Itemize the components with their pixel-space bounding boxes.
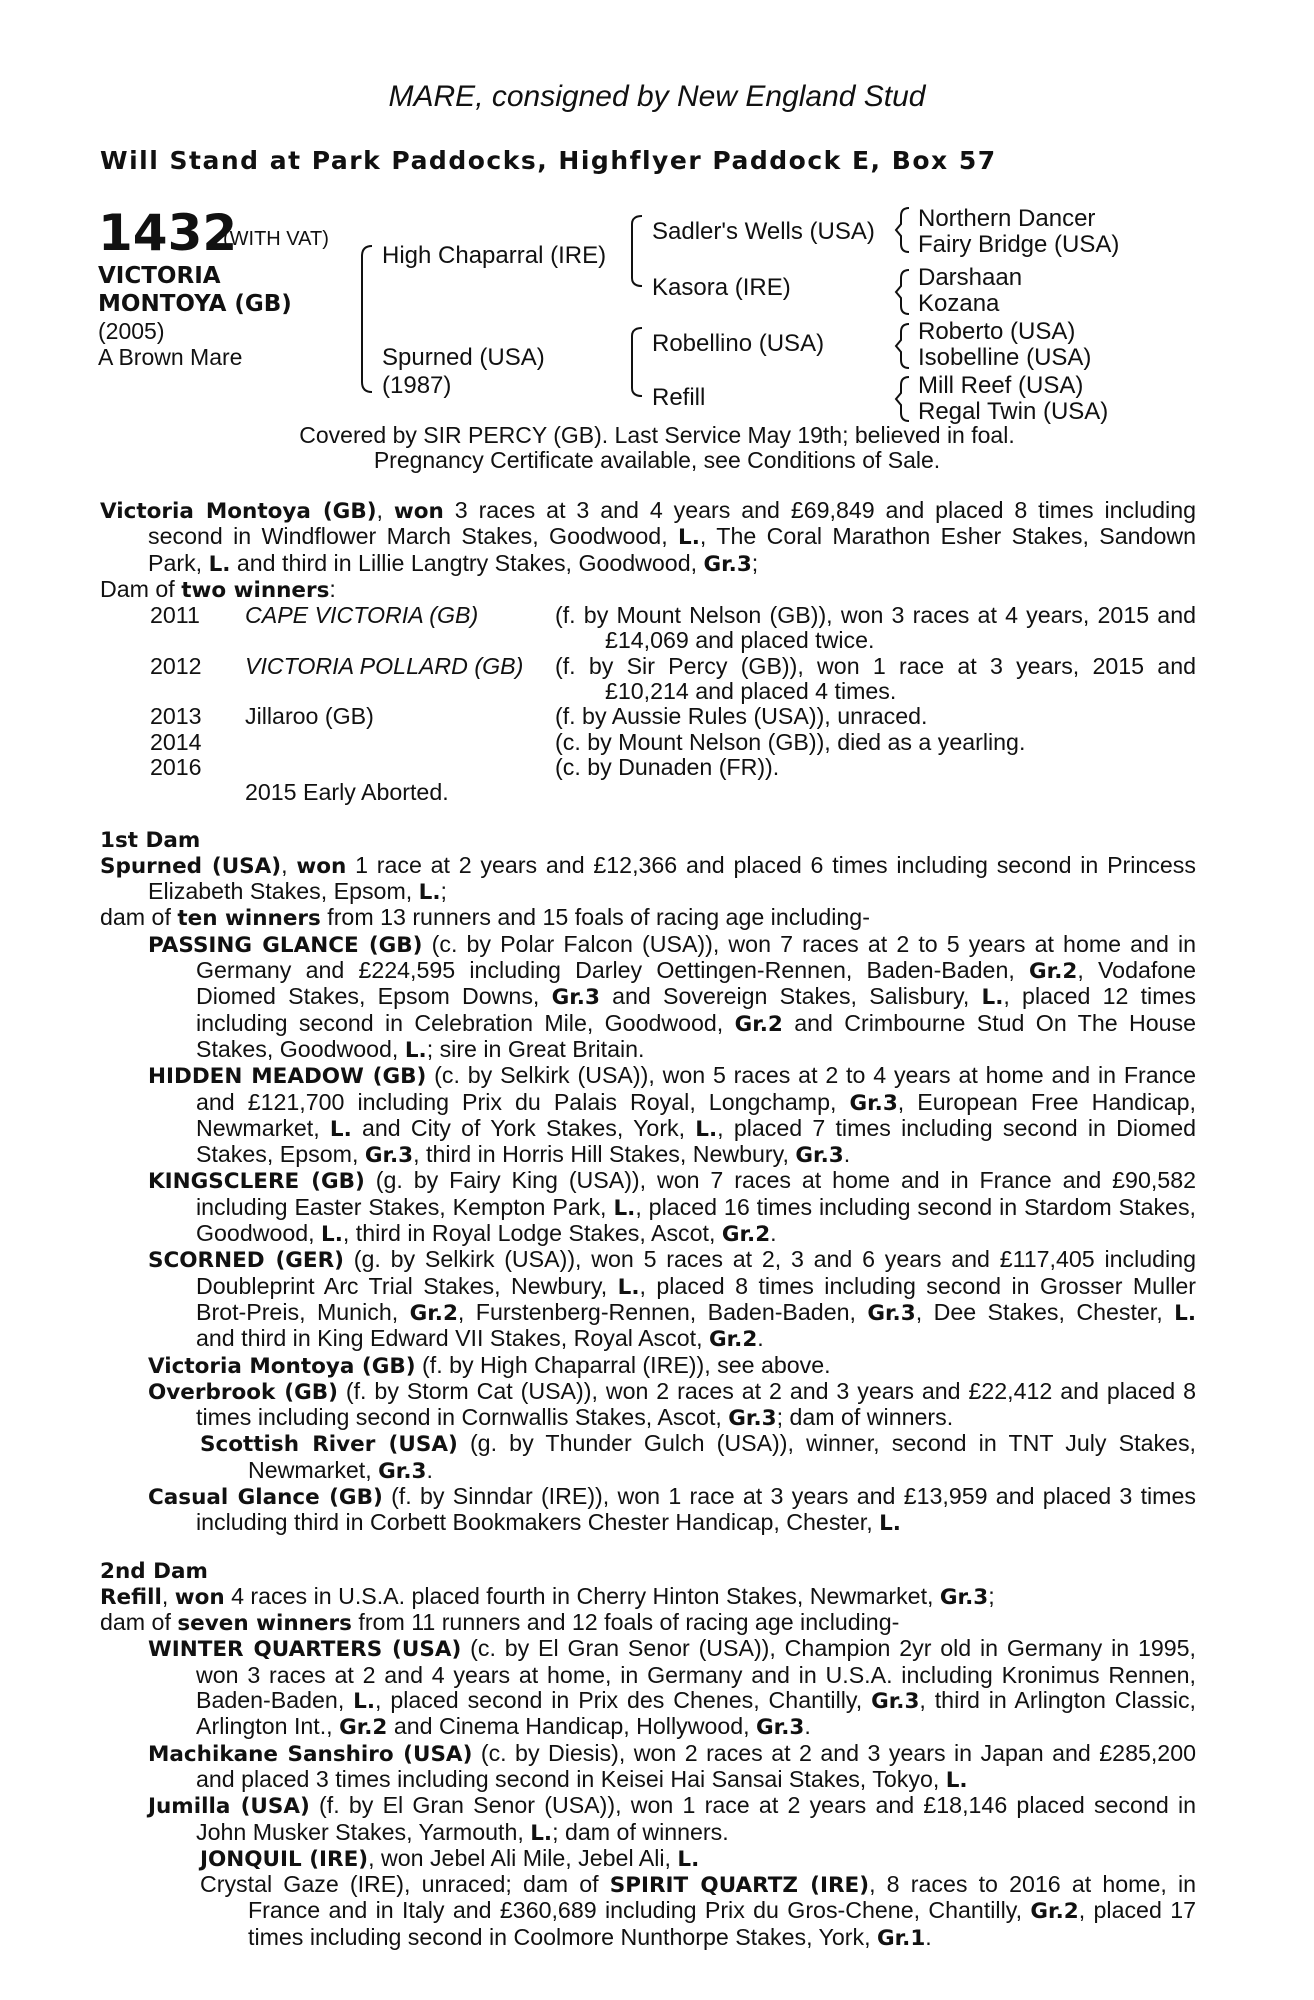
progeny-entry: Jumilla (USA) (f. by El Gran Senor (USA)), won 1 race at 2 years and £18,146 placed second in John Musker Stakes, Yarmouth, L.; dam of winners. (148, 1792, 1196, 1846)
pedigree-sire-dam: Kasora (IRE) (652, 274, 791, 301)
progeny-entry: JONQUIL (IRE), won Jebel Ali Mile, Jebel Ali, L. (200, 1844, 700, 1872)
pedigree-dam: Spurned (USA) (382, 344, 545, 371)
dam-of-line: Dam of two winners: (100, 575, 336, 603)
pedigree-dam-year: (1987) (382, 372, 452, 399)
pedigree-bracket-dd (895, 375, 915, 423)
progeny-entry: SCORNED (GER) (g. by Selkirk (USA)), won 5 races at 2, 3 and 6 years and £117,405 including Doubleprint Arc Trial Stakes, Newbury, L., placed 8 times including second in Grosser Muller Brot-Preis, Munich, Gr.2, Furstenberg-Rennen, Baden-Baden, Gr.3, Dee Stakes, Chester, L. and third in King Edward VII Stakes, Royal Ascot, Gr.2. (148, 1246, 1197, 1353)
progeny-entry: WINTER QUARTERS (USA) (c. by El Gran Senor (USA)), Champion 2yr old in Germany in 1995, won 3 races at 2 and 4 years at home, in Germany and in U.S.A. including Kronimus Rennen, Baden-Baden, L., placed second in Prix des Chenes, Chantilly, Gr.3, third in Arlington Classic, Arlington Int., Gr.2 and Cinema Handicap, Hollywood, Gr.3. (148, 1635, 1196, 1741)
foal-row: 2013 Jillaroo (GB) (f. by Aussie Rules (USA)), unraced. (150, 703, 928, 730)
pedigree-bracket-sire (628, 214, 648, 288)
progeny-entry: Victoria Montoya (GB) (f. by High Chaparral (IRE)), see above. (148, 1351, 831, 1379)
pedigree-bracket-gen1 (358, 244, 378, 394)
pedigree-bracket-sd (895, 268, 915, 316)
first-dam-heading: 1st Dam (100, 827, 201, 853)
horse-name (98, 262, 292, 318)
aborted-note: 2015 Early Aborted. (245, 779, 449, 806)
foal-row: 2014 (c. by Mount Nelson (GB)), died as a yearling. (150, 728, 1026, 755)
pedigree-bracket-ss (895, 206, 915, 254)
progeny-entry: Machikane Sanshiro (USA) (c. by Diesis), won 2 races at 2 and 3 years in Japan and £285,200 and placed 3 times including second in Keisei Hai Sansai Stakes, Tokyo, L. (148, 1739, 1196, 1793)
pedigree-bracket-dam (628, 326, 648, 398)
vat-note: (WITH VAT) (223, 228, 329, 250)
first-dam-produce: dam of ten winners from 13 runners and 15 foals of racing age including- (100, 904, 870, 932)
pedigree-sire: High Chaparral (IRE) (382, 242, 607, 269)
foal-row: 2012 VICTORIA POLLARD (GB) (f. by Sir Percy (GB)), won 1 race at 3 years, 2015 and £10,214 and placed 4 times. (150, 652, 1196, 705)
covered-by: Covered by SIR PERCY (GB). Last Service May 19th; believed in foal. (299, 422, 1015, 448)
second-dam-produce: dam of seven winners from 11 runners and 12 foals of racing age including- (100, 1609, 900, 1637)
progeny-entry: KINGSCLERE (GB) (g. by Fairy King (USA)), won 7 races at home and in France and £90,582 including Easter Stakes, Kempton Park, L., placed 16 times including second in Stardom Stakes, Goodwood, L., third in Royal Lodge Stakes, Ascot, Gr.2. (148, 1167, 1196, 1248)
second-dam-heading: 2nd Dam (100, 1558, 208, 1584)
first-dam-record: Spurned (USA), won 1 race at 2 years and £12,366 and placed 6 times including second in Princess Elizabeth Stakes, Epsom, L.; (100, 851, 1196, 906)
pedigree-dam-dam: Refill (652, 384, 706, 411)
pedigree-sire-sire: Sadler's Wells (USA) (652, 218, 875, 245)
pedigree-ddd: Regal Twin (USA) (918, 398, 1109, 425)
pedigree-ssd: Fairy Bridge (USA) (918, 231, 1120, 258)
progeny-entry: HIDDEN MEADOW (GB) (c. by Selkirk (USA)), won 5 races at 2 to 4 years at home and in France and £121,700 including Prix du Palais Royal, Longchamp, Gr.3, European Free Handicap, Newmarket, L. and City of York Stakes, York, L., placed 7 times including second in Diomed Stakes, Epsom, Gr.3, third in Horris Hill Stakes, Newbury, Gr.3. (148, 1062, 1196, 1169)
pedigree-dsd: Isobelline (USA) (918, 344, 1092, 371)
pregnancy-note: Pregnancy Certificate available, see Conditions of Sale. (373, 447, 941, 473)
horse-name-line2: MONTOYA (GB) (98, 291, 292, 317)
second-dam-record: Refill, won 4 races in U.S.A. placed fourth in Cherry Hinton Stakes, Newmarket, Gr.3; (100, 1582, 995, 1610)
progeny-entry: PASSING GLANCE (GB) (c. by Polar Falcon (USA)), won 7 races at 2 to 5 years at home and in Germany and £224,595 including Darley Oettingen-Rennen, Baden-Baden, Gr.2, Vodafone Diomed Stakes, Epsom Downs, Gr.3 and Sovereign Stakes, Salisbury, L., placed 12 times including second in Celebration Mile, Goodwood, Gr.2 and Crimbourne Stud On The House Stakes, Goodwood, L.; sire in Great Britain. (148, 930, 1197, 1063)
horse-name-line1: VICTORIA (98, 263, 221, 289)
stand-location: Will Stand at Park Paddocks, Highflyer Paddock E, Box 57 (100, 146, 997, 175)
progeny-entry: Crystal Gaze (IRE), unraced; dam of SPIRIT QUARTZ (IRE), 8 races to 2016 at home, in France and in Italy and £360,689 including Prix du Gros-Chene, Chantilly, Gr.2, placed 17 times including second in Coolmore Nunthorpe Stakes, York, Gr.1. (200, 1871, 1196, 1951)
pedigree-sss: Northern Dancer (918, 205, 1096, 232)
foal-row: 2016 (c. by Dunaden (FR)). (150, 753, 780, 780)
pedigree-bracket-ds (895, 322, 915, 370)
horse-description: A Brown Mare (98, 344, 243, 370)
lot-number: 1432 (98, 204, 238, 262)
pedigree-dds: Mill Reef (USA) (918, 372, 1084, 399)
pedigree-sds: Darshaan (918, 264, 1023, 291)
progeny-entry: Scottish River (USA) (g. by Thunder Gulch (USA)), winner, second in TNT July Stakes, Newmarket, Gr.3. (200, 1430, 1196, 1484)
pedigree-sdd: Kozana (918, 290, 1000, 317)
consignor-line: MARE, consigned by New England Stud (388, 80, 926, 113)
foal-row: 2011 CAPE VICTORIA (GB) (f. by Mount Nelson (GB)), won 3 races at 4 years, 2015 and £14,069 and placed twice. (150, 602, 1196, 654)
horse-year: (2005) (98, 318, 165, 344)
progeny-entry: Overbrook (GB) (f. by Storm Cat (USA)), won 2 races at 2 and 3 years and £22,412 and placed 8 times including second in Cornwallis Stakes, Ascot, Gr.3; dam of winners. (148, 1377, 1196, 1432)
progeny-entry: Casual Glance (GB) (f. by Sinndar (IRE)), won 1 race at 3 years and £13,959 and placed 3 times including third in Corbett Bookmakers Chester Handicap, Chester, L. (148, 1482, 1196, 1537)
catalogue-body (100, 498, 1196, 1951)
pedigree-dss: Roberto (USA) (918, 318, 1076, 345)
pedigree-dam-sire: Robellino (USA) (652, 330, 825, 357)
mare-record: Victoria Montoya (GB), won 3 races at 3 and 4 years and £69,849 and placed 8 times including second in Windflower March Stakes, Goodwood, L., The Coral Marathon Esher Stakes, Sandown Park, L. and third in Lillie Langtry Stakes, Goodwood, Gr.3; (100, 497, 1197, 577)
